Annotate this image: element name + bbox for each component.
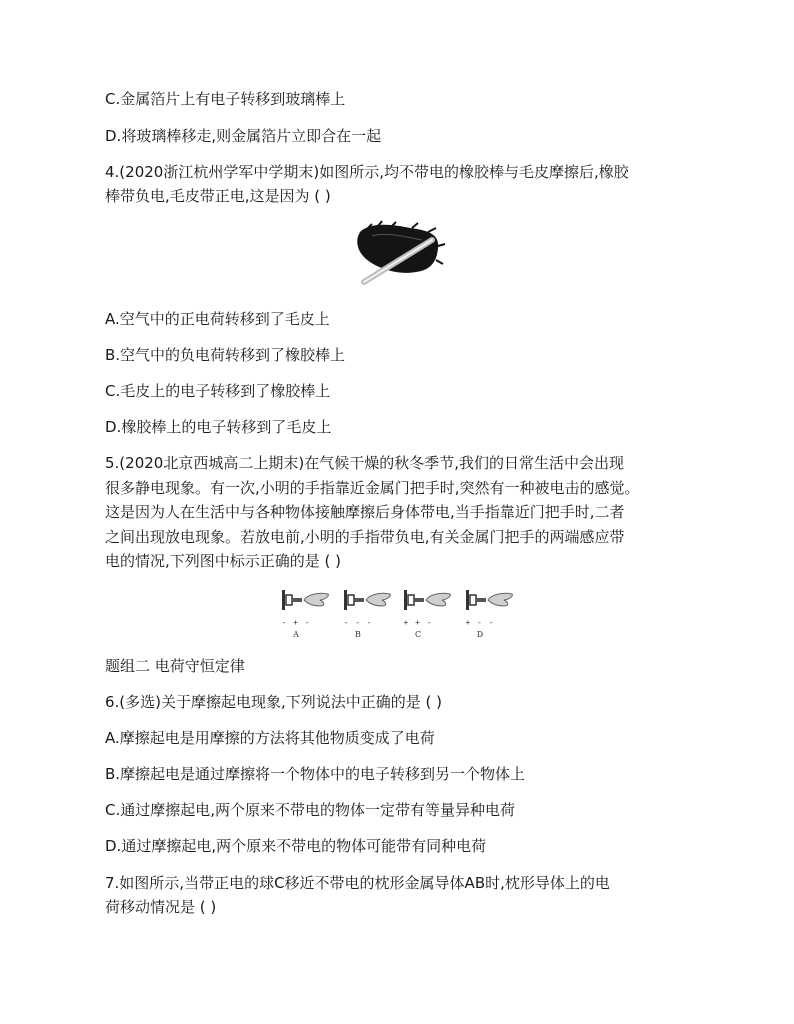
section-heading: 题组二 电荷守恒定律 — [105, 657, 245, 675]
handle-figure-a — [280, 586, 332, 616]
caption-a: A — [293, 630, 299, 639]
option-a-q4: A.空气中的正电荷转移到了毛皮上 — [105, 310, 330, 328]
fur-rod-figure — [352, 220, 447, 285]
handle-figure-c — [402, 586, 454, 616]
caption-b: B — [355, 630, 361, 639]
question-5-line4: 之间出现放电现象。若放电前,小明的手指带负电,有关金属门把手的两端感应带 — [105, 528, 625, 546]
question-5-line2: 很多静电现象。有一次,小明的手指靠近金属门把手时,突然有一种被电击的感觉。 — [105, 479, 640, 497]
option-a-q6: A.摩擦起电是用摩擦的方法将其他物质变成了电荷 — [105, 729, 435, 747]
option-b-q4: B.空气中的负电荷转移到了橡胶棒上 — [105, 346, 346, 364]
option-b-q6: B.摩擦起电是通过摩擦将一个物体中的电子转移到另一个物体上 — [105, 765, 526, 783]
caption-c: C — [414, 630, 422, 639]
charges-d: + - - — [465, 618, 495, 627]
line-c-q3: C.金属箔片上有电子转移到玻璃棒上 — [105, 90, 346, 108]
question-4-line2: 棒带负电,毛皮带正电,这是因为 ( ) — [105, 187, 331, 205]
handle-figure-group — [280, 586, 520, 642]
fur-shape — [357, 225, 438, 273]
handle-figure-b — [342, 586, 394, 616]
caption-d: D — [476, 630, 484, 639]
line-d-q3: D.将玻璃棒移走,则金属箔片立即合在一起 — [105, 127, 382, 145]
option-c-q4: C.毛皮上的电子转移到了橡胶棒上 — [105, 382, 331, 400]
charges-b: - - - — [343, 618, 373, 627]
charges-c: + + - — [403, 618, 433, 627]
question-5-line5: 电的情况,下列图中标示正确的是 ( ) — [105, 552, 342, 570]
handle-figure-d — [464, 586, 516, 616]
question-7-line2: 荷移动情况是 ( ) — [105, 898, 217, 916]
question-5-line1: 5.(2020北京西城高二上期末)在气候干燥的秋冬季节,我们的日常生活中会出现 — [105, 454, 624, 472]
option-c-q6: C.通过摩擦起电,两个原来不带电的物体一定带有等量异种电荷 — [105, 801, 516, 819]
charges-a: - + - — [281, 618, 311, 627]
question-6: 6.(多选)关于摩擦起电现象,下列说法中正确的是 ( ) — [105, 693, 443, 711]
option-d-q6: D.通过摩擦起电,两个原来不带电的物体可能带有同种电荷 — [105, 837, 487, 855]
question-4-line1: 4.(2020浙江杭州学军中学期末)如图所示,均不带电的橡胶棒与毛皮摩擦后,橡胶 — [105, 163, 629, 181]
option-d-q4: D.橡胶棒上的电子转移到了毛皮上 — [105, 418, 332, 436]
question-7-line1: 7.如图所示,当带正电的球C移近不带电的枕形金属导体AB时,枕形导体上的电 — [105, 874, 610, 892]
question-5-line3: 这是因为人在生活中与各种物体接触摩擦后身体带电,当手指靠近门把手时,二者 — [105, 503, 625, 521]
